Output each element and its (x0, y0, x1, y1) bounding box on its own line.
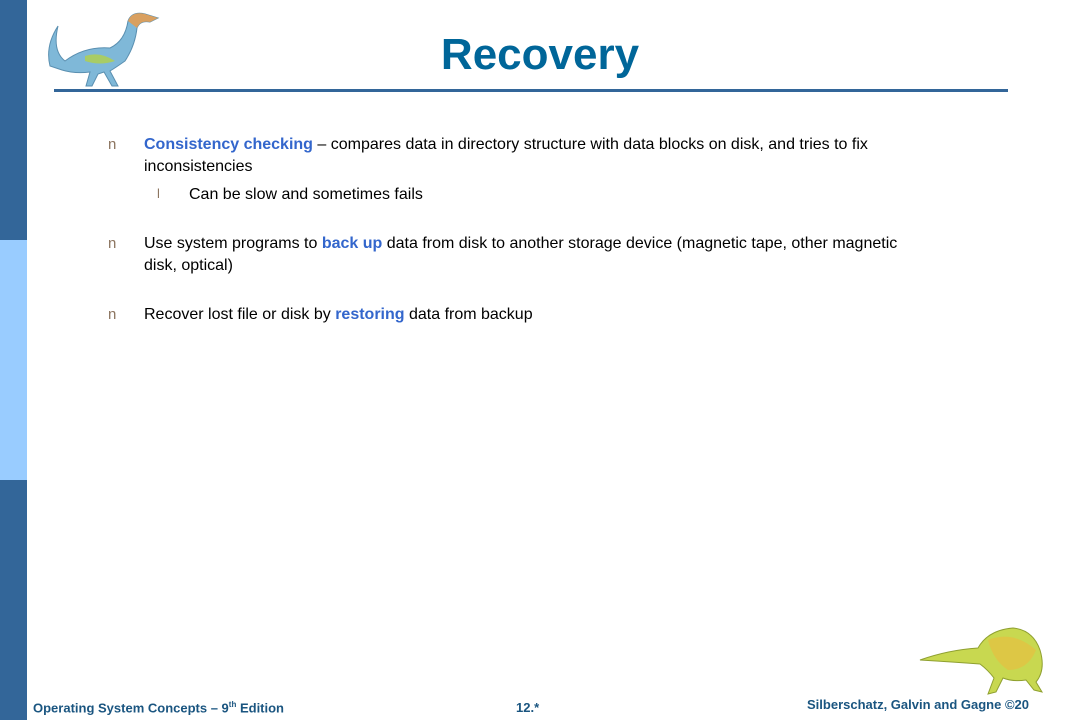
footer-superscript: th (228, 700, 237, 709)
item-text: – compares data in directory structure with data blocks on disk, and tries to fix (312, 136, 868, 153)
item-text: Recover lost file or disk by (144, 306, 336, 323)
footer-book-title (33, 700, 284, 715)
footer-copyright: Silberschatz, Galvin and Gagne ©20 (807, 697, 1029, 712)
item-text: data from backup (404, 306, 533, 323)
sub-bullet-marker: l (157, 186, 160, 201)
item-text: data from disk to another storage device (magnetic tape, other magnetic (382, 235, 898, 252)
bullet-marker: n (108, 136, 117, 153)
bullet-marker: n (108, 235, 117, 252)
item-text: inconsistencies (144, 158, 253, 175)
sidebar-stripe (0, 0, 27, 720)
page-title: Recovery (440, 30, 640, 79)
dinosaur-footer-icon (918, 620, 1048, 700)
list-item (144, 304, 1024, 326)
highlight-term: restoring (335, 306, 405, 323)
highlight-term: back up (321, 235, 383, 252)
footer-page-number: 12.* (516, 700, 540, 715)
item-text: disk, optical) (144, 257, 233, 274)
item-text: Use system programs to (144, 235, 322, 252)
highlight-term: Consistency checking (144, 136, 313, 153)
footer-text: Edition (236, 700, 285, 716)
sidebar-middle-segment (0, 240, 27, 480)
list-item (144, 233, 1024, 277)
list-item (144, 134, 1024, 178)
footer-text: Operating System Concepts – 9 (33, 700, 229, 716)
sub-list-item: Can be slow and sometimes fails (189, 186, 423, 203)
title-underline (54, 89, 1008, 92)
sidebar-bottom-segment (0, 480, 27, 720)
bullet-marker: n (108, 306, 117, 323)
